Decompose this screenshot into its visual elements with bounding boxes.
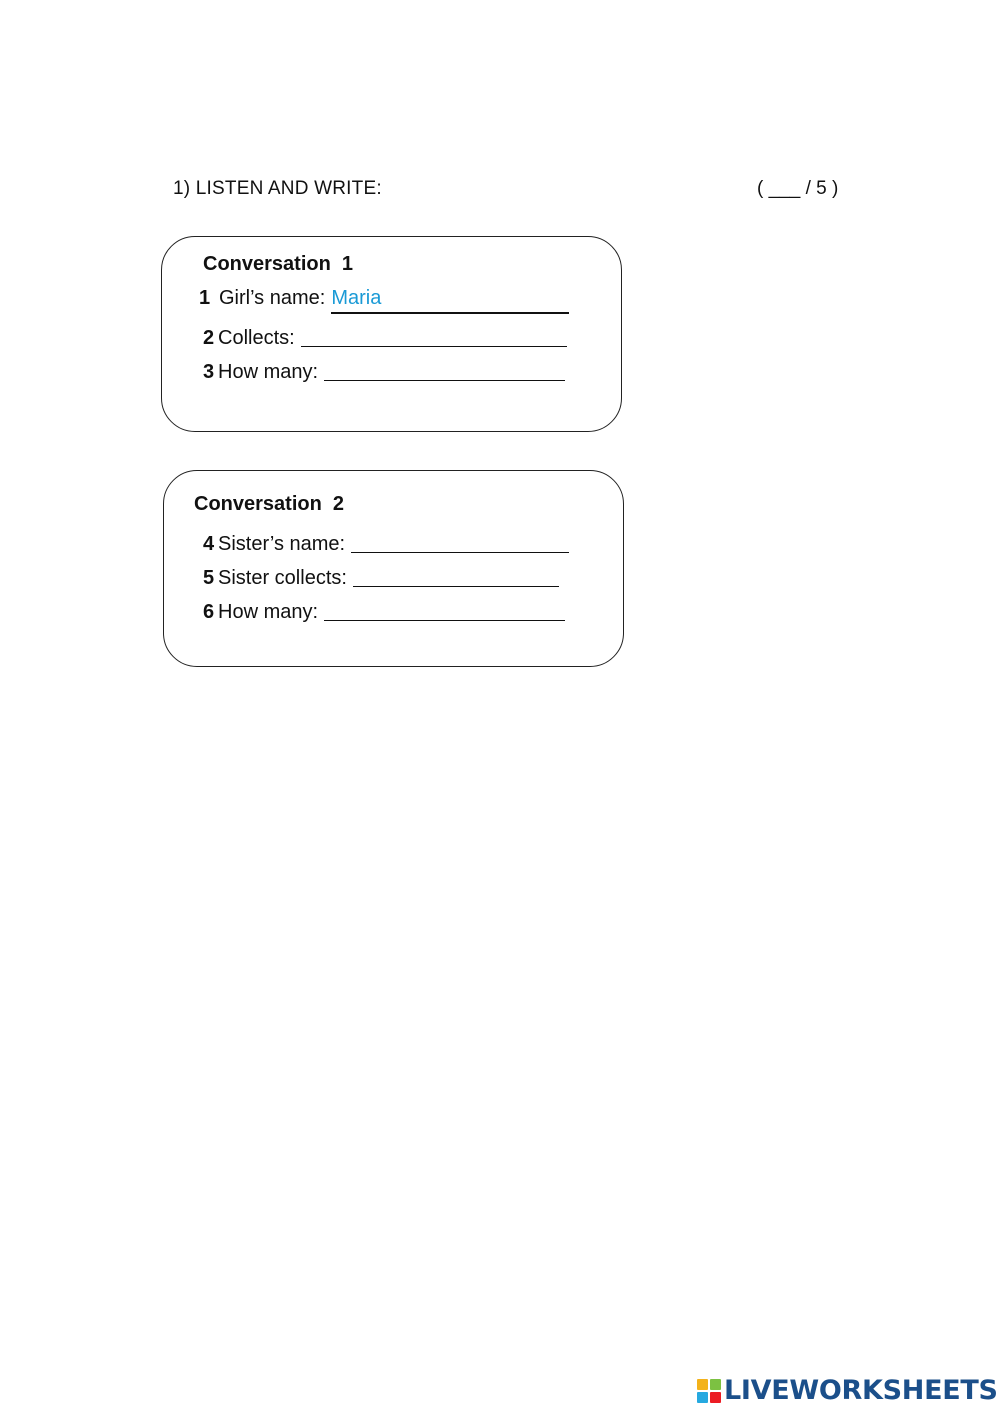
question-label: How many: <box>218 601 319 623</box>
brand-name: LIVEWORKSHEETS <box>724 1375 998 1406</box>
question-label: Collects: <box>218 327 295 349</box>
logo-tile-e <box>710 1392 721 1403</box>
answer-field-sisters-name[interactable] <box>351 530 569 553</box>
question-number: 4 <box>203 533 215 555</box>
score-field: ( ___ / 5 ) <box>757 178 839 199</box>
logo-tile-l <box>697 1379 708 1390</box>
question-6 <box>203 595 565 624</box>
exercise-heading: 1) LISTEN AND WRITE: <box>173 178 382 199</box>
answer-field-girls-name[interactable] <box>331 287 569 314</box>
question-1 <box>199 287 569 311</box>
question-number: 6 <box>203 601 215 623</box>
question-number: 5 <box>203 567 215 589</box>
conversation-1-title: Conversation 1 <box>203 253 354 275</box>
question-4 <box>203 527 569 556</box>
answer-field-how-many[interactable] <box>324 358 565 381</box>
question-5 <box>203 561 559 590</box>
question-3 <box>203 355 565 384</box>
logo-tile-i <box>710 1379 721 1390</box>
question-number: 3 <box>203 361 215 383</box>
question-number: 2 <box>203 327 215 349</box>
answer-field-collects[interactable] <box>301 324 567 347</box>
question-label: How many: <box>218 361 319 383</box>
answer-text: Maria <box>331 287 382 309</box>
liveworksheets-logo-icon <box>697 1379 721 1403</box>
conversation-2-title: Conversation 2 <box>194 493 345 515</box>
question-label: Sister’s name: <box>218 533 346 555</box>
question-label: Girl’s name: <box>219 287 326 309</box>
question-number: 1 <box>199 287 211 309</box>
answer-field-how-many-2[interactable] <box>324 598 565 621</box>
liveworksheets-brand <box>697 1375 998 1406</box>
question-2 <box>203 321 567 350</box>
question-label: Sister collects: <box>218 567 347 589</box>
logo-tile-v <box>697 1392 708 1403</box>
answer-field-sister-collects[interactable] <box>353 564 559 587</box>
